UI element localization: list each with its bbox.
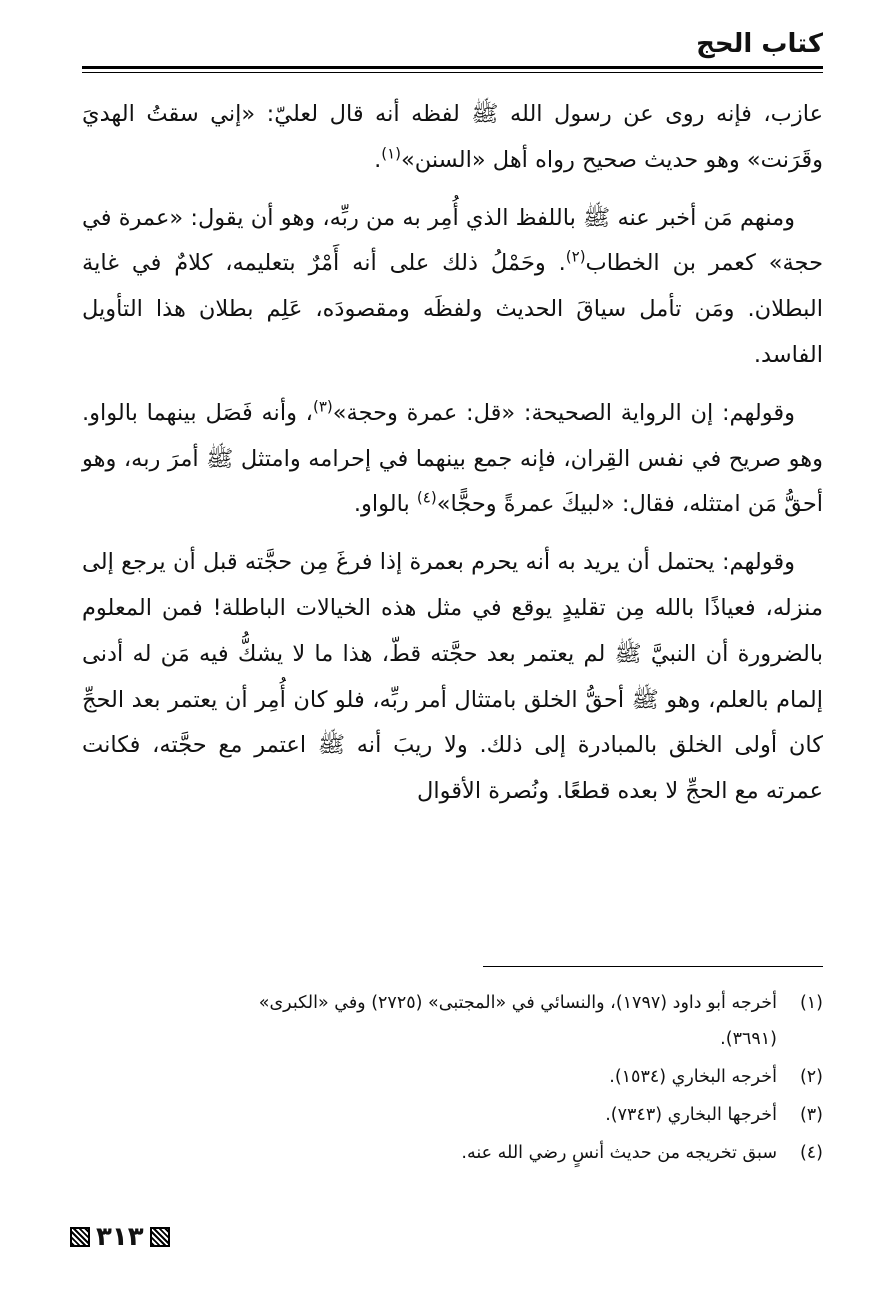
main-text — [82, 92, 823, 827]
paragraph-1 — [82, 92, 823, 184]
footnote-separator — [483, 966, 823, 967]
page-number: ٣١٣ — [96, 1222, 144, 1252]
footnotes — [82, 985, 823, 1173]
paragraph-3 — [82, 391, 823, 528]
paragraph-text-after: . وحَمْلُ ذلك على أنه أَمْرٌ بتعليمه، كلامٌ في غاية البطلان. ومَن تأمل سياقَ الحديث ولفظَه ومقصودَه، عَلِم بطلان هذا التأويل الفاسد. — [82, 250, 823, 368]
paragraph-text: وقولهم: إن الرواية الصحيحة: «قل: عمرة وحجة» — [332, 399, 795, 426]
footnote-2 — [82, 1059, 823, 1095]
paragraph-text: وقولهم: يحتمل أن يريد به أنه يحرم بعمرة إذا فرغَ مِن حجَّته قبل أن يرجع إلى منزله، فعياذًا بالله مِن تقليدٍ يوقع في مثل هذه الخيالات الباطلة! فمن المعلوم بالضرورة أن النبيَّ ﷺ لم يعتمر بعد حجَّته قطّ، هذا ما لا يشكُّ فيه مَن له أدنى إلمام بالعلم، وهو ﷺ أحقُّ الخلق بامتثال أمر ربِّه، فلو كان أُمِر أن يعتمر بعد الحجِّ كان أولى الخلق بالمبادرة إلى ذلك. ولا ريبَ أنه ﷺ اعتمر مع حجَّته، فكانت عمرته مع الحجِّ لا بعده قطعًا. ونُصرة الأقوال — [82, 549, 823, 805]
footnote-text: أخرجه البخاري (١٥٣٤). — [609, 1067, 777, 1087]
footnote-text: أخرجها البخاري (٧٣٤٣). — [605, 1105, 777, 1125]
paragraph-text-after: ، وأنه فَصَل بينهما بالواو. وهو صريح في نفس القِران، فإنه جمع بينهما في إحرامه وامتثل ﷺ أمرَ ربه، وهو أحقُّ مَن امتثله، فقال: «لبيكَ عمرةً وحجًّا» — [82, 399, 823, 518]
paragraph-text-after: . — [374, 146, 382, 173]
footnote-3 — [82, 1097, 823, 1133]
footnote-ref: (١) — [381, 144, 401, 163]
paragraph-text: عازب، فإنه روى عن رسول الله ﷺ لفظه أنه قال لعليّ: «إني سقتُ الهديَ وقَرَنت» وهو حديث صحيح رواه أهل «السنن» — [82, 101, 823, 173]
footnote-text: أخرجه أبو داود (١٧٩٧)، والنسائي في «المجتبى» (٢٧٢٥) وفي «الكبرى» — [258, 993, 777, 1013]
footnote-ref: (٣) — [312, 397, 333, 416]
footnote-1 — [82, 985, 823, 1057]
paragraph-4 — [82, 540, 823, 815]
running-header — [82, 26, 823, 73]
page-number-block — [70, 1222, 170, 1252]
header-rule-thin — [82, 72, 823, 73]
ornament-icon — [70, 1227, 90, 1247]
footnote-number: (٤) — [799, 1143, 823, 1163]
footnote-number: (١) — [799, 993, 823, 1013]
paragraph-2 — [82, 196, 823, 379]
footnote-number: (٢) — [799, 1067, 823, 1087]
footnote-text-continued: (٣٦٩١). — [720, 1029, 777, 1049]
footnote-4 — [82, 1135, 823, 1171]
paragraph-text: ومنهم مَن أخبر عنه ﷺ باللفظ الذي أُمِر به من ربِّه، وهو أن يقول: «عمرة في حجة» كعمر بن الخطاب — [82, 204, 823, 277]
paragraph-text-after: بالواو. — [353, 491, 417, 518]
footnote-ref: (٢) — [565, 247, 586, 266]
header-title: كتاب الحج — [696, 29, 823, 59]
ornament-icon — [150, 1227, 170, 1247]
footnote-ref: (٤) — [416, 488, 437, 507]
header-rule-thick — [82, 66, 823, 69]
footnote-number: (٣) — [799, 1105, 823, 1125]
footnote-text: سبق تخريجه من حديث أنسٍ رضي الله عنه. — [461, 1143, 777, 1163]
